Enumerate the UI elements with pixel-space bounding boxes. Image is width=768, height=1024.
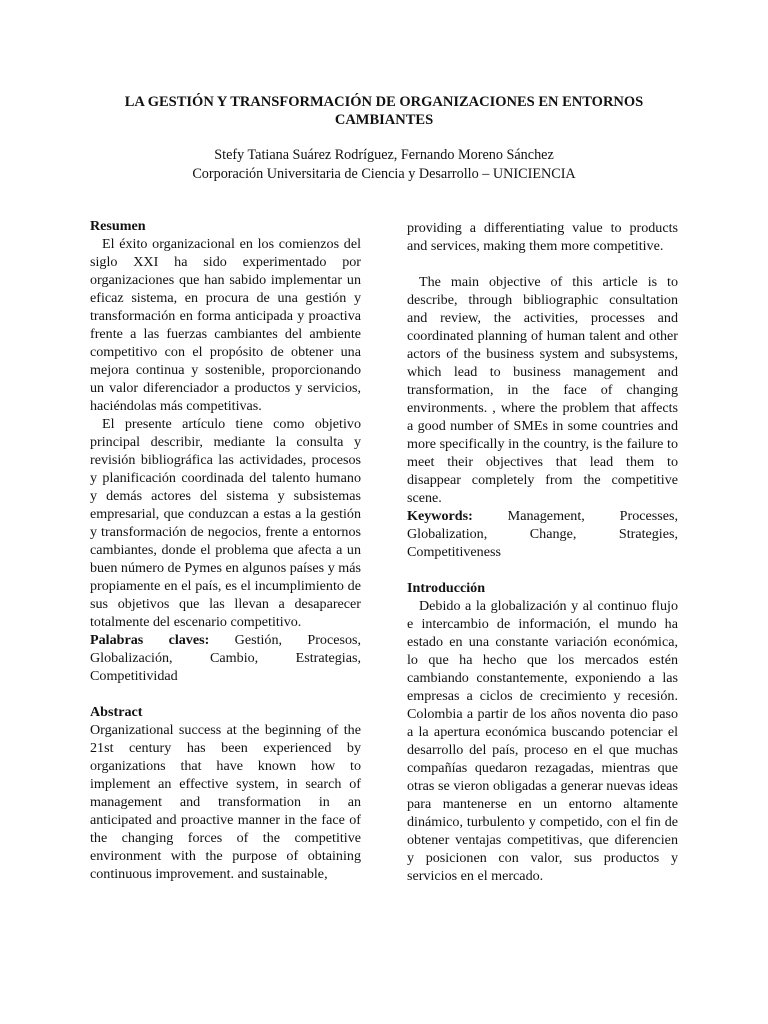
spacer — [407, 561, 678, 579]
affiliation: Corporación Universitaria de Ciencia y Desarrollo – UNICIENCIA — [192, 166, 576, 182]
authors: Stefy Tatiana Suárez Rodríguez, Fernando Moreno Sánchez — [214, 147, 554, 163]
left-column — [90, 217, 361, 883]
title-line-1: LA GESTIÓN Y TRANSFORMACIÓN DE ORGANIZACIONES EN ENTORNOS — [124, 94, 644, 110]
right-column — [407, 219, 678, 885]
resumen-heading: Resumen — [90, 218, 146, 234]
resumen-keywords — [90, 631, 361, 685]
spacer — [407, 255, 678, 273]
title-line-2: CAMBIANTES — [334, 112, 434, 128]
resumen-paragraph-1: El éxito organizacional en los comienzos del siglo XXI ha sido experimentado por organizaciones que han sabido implementar un eficaz sistema, en procura de una gestión y transformación en forma anticipada y proactiva frente a las fuerzas cambiantes del ambiente competitivo con el propósito de obtener una mejora continua y sostenible, proporcionando un valor diferenciador a productos y servicios, haciéndolas más competitivas. — [90, 236, 361, 414]
abstract-keywords-label: Keywords: — [407, 508, 473, 524]
abstract-paragraph-1: Organizational success at the beginning of the 21st century has been experienced by organizations that have known how to implement an effective system, in search of management and transformation in an anticipated and proactive manner in the face of the changing forces of the competitive environment with the purpose of obtaining continuous improvement. and sustainable, — [90, 722, 361, 882]
paper-title — [60, 93, 708, 129]
resumen-paragraph-2: El presente artículo tiene como objetivo principal describir, mediante la consulta y revisión bibliográfica las actividades, procesos y planificación coordinada del talento humano y demás actores del sistema y subsistemas empresarial, que conduzcan a estas a la gestión y transformación de negocios, frente a entornos cambiantes, donde el problema que afecta a un buen número de Pymes en algunos países y más propiamente en el país, es el incumplimiento de sus objetivos que las llevan a desaparecer totalmente del escenario competitivo. — [90, 416, 361, 630]
resumen-keywords-text: Gestión, Procesos, Globalización, Cambio, Estrategias, Competitividad — [90, 632, 361, 684]
abstract-keywords-text: Management, Processes, Globalization, Change, Strategies, Competitiveness — [407, 508, 678, 560]
introduccion-heading: Introducción — [407, 580, 486, 596]
spacer — [90, 685, 361, 703]
abstract-paragraph-2: The main objective of this article is to describe, through bibliographic consultation and review, the activities, processes and coordinated planning of human talent and other actors of the business system and subsystems, which lead to business management and transformation, in the face of changing environments. , where the problem that affects a good number of SMEs in some countries and more specifically in the country, is the failure to meet their objectives that lead them to disappear completely from the competitive scene. — [407, 274, 678, 506]
resumen-keywords-label: Palabras claves: — [90, 632, 210, 648]
abstract-heading: Abstract — [90, 704, 143, 720]
author-block — [60, 146, 708, 184]
introduccion-paragraph-1: Debido a la globalización y al continuo flujo e intercambio de información, el mundo ha estado en una constante variación económica, lo que ha hecho que los mercados estén cambiando constantemente, exponiendo a las empresas a ciclos de crecimiento y recesión. Colombia a partir de los años noventa dio paso a la apertura económica buscando potenciar el desarrollo del país, proceso en el que muchas compañías quedaron rezagadas, mientras que otras se vieron obligadas a generar nuevas ideas para mantenerse en un entorno altamente dinámico, turbulento y competido, con el fin de obtener ventajas competitivas, que diferencien y posicionen con valor, sus productos y servicios en el mercado. — [407, 598, 678, 884]
abstract-keywords — [407, 507, 678, 561]
abstract-paragraph-1-continued: providing a differentiating value to products and services, making them more competitive. — [407, 220, 678, 254]
